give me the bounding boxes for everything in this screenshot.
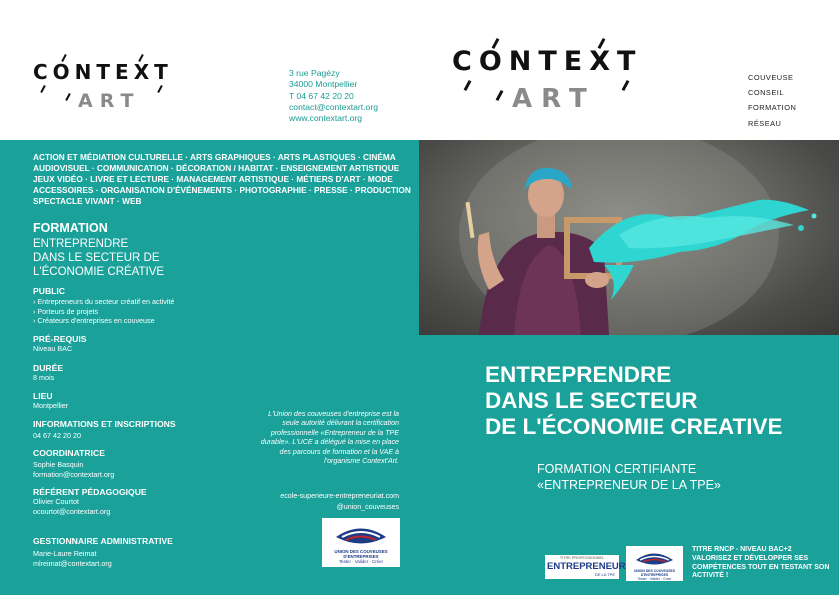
service-item: CONSEIL <box>748 88 784 98</box>
gestionnaire-label: GESTIONNAIRE ADMINISTRATIVE <box>33 536 173 546</box>
logo-line2: ART <box>78 90 141 112</box>
uce-logo-text <box>626 569 683 581</box>
referent-name: Olivier Courtot <box>33 497 79 506</box>
inscriptions-label: INFORMATIONS ET INSCRIPTIONS <box>33 419 176 429</box>
uce-twitter-link[interactable]: @union_couveuses <box>336 502 399 511</box>
uce-site-link[interactable]: ecole-superieure-entrepreneuriat.com <box>280 492 399 500</box>
address-city: 34000 Montpellier <box>289 79 358 90</box>
context-art-logo-small <box>33 52 173 112</box>
lieu-block <box>33 391 68 411</box>
duree-block <box>33 363 63 383</box>
contact-address <box>289 68 378 124</box>
referent-label: RÉFÉRENT PÉDAGOGIQUE <box>33 487 147 497</box>
address-website[interactable]: www.contextart.org <box>289 113 363 124</box>
service-item: FORMATION <box>748 103 797 113</box>
cert-line: «ENTREPRENEUR DE LA TPE» <box>537 477 721 492</box>
address-email[interactable]: contact@contextart.org <box>289 101 378 112</box>
uce-logo-line: D'ENTREPRISES <box>640 573 669 577</box>
coordinatrice-block <box>33 448 114 480</box>
gestionnaire-name: Marie-Laure Reimat <box>33 549 97 558</box>
badge-top-text: TITRE PROFESSIONNEL <box>559 556 605 560</box>
uce-logo-line: UNION DES COUVEUSES <box>334 549 388 554</box>
inscriptions-value: 04 67 42 20 20 <box>33 431 81 440</box>
public-item: › Créateurs d'entreprises en couveuse <box>33 316 155 326</box>
main-title-line: ENTREPRENDRE <box>485 362 672 387</box>
lieu-value: Montpellier <box>33 401 69 410</box>
inscriptions-block <box>33 419 176 441</box>
certifiante-subtitle <box>537 462 787 493</box>
formation-block <box>33 221 233 279</box>
address-phone: T 04 67 42 20 20 <box>289 90 354 101</box>
coordinatrice-email[interactable]: formation@contextart.org <box>33 470 115 479</box>
uce-logo-text <box>322 549 400 564</box>
logo-line2: ART <box>512 84 596 114</box>
main-title <box>485 362 825 440</box>
service-item: COUVEUSE <box>748 73 794 82</box>
eye-logo-icon <box>322 521 400 551</box>
uce-links <box>240 491 399 512</box>
uce-logo-line: D'ENTREPRISES <box>343 554 379 559</box>
uce-logo-card-small <box>626 546 683 581</box>
disciplines-list: ACTION ET MÉDIATION CULTURELLE · ARTS GRAPHIQUES · ARTS PLASTIQUES · CINÉMA AUDIOVISUEL · COMMUNICATION · DÉCORATION / HABITAT · ENSEIGNEMENT ARTISTIQUE JEUX VIDÉO · LIVRE ET LECTURE · MANAGEMENT ARTISTIQUE · MÉTIERS D'ART · MODE ACCESSOIRES · ORGANISATION D'ÉVÉNEMENTS · PHOTOGRAPHIE · PRESSE · PRODUCTION SPECTACLE VIVANT · WEB <box>33 152 411 206</box>
woman-painter-illustration <box>419 140 839 335</box>
cert-line: FORMATION CERTIFIANTE <box>537 462 697 476</box>
hero-photo <box>419 140 839 335</box>
duree-value: 8 mois <box>33 373 55 382</box>
uce-logo-card <box>322 518 400 567</box>
uce-logo-tagline: Tester · Valider · Créer <box>338 559 384 564</box>
formation-line: L'ÉCONOMIE CRÉATIVE <box>33 266 165 278</box>
prerequis-label: PRÉ-REQUIS <box>33 334 87 344</box>
gestionnaire-block <box>33 536 173 569</box>
entrepreneur-badge <box>545 555 626 579</box>
badge-sub-text: DE LA TPE <box>594 572 615 577</box>
rncp-note: TITRE RNCP - NIVEAU BAC+2 VALORISEZ ET DÉVELOPPER SES COMPÉTENCES TOUT EN TESTANT SON ACTIVITÉ ! <box>692 546 830 580</box>
eye-logo-icon <box>626 548 683 570</box>
gestionnaire-email[interactable]: mlreimat@contextart.org <box>33 559 112 568</box>
uce-description: L'Union des couveuses d'entreprise est la seule autorité délivrant la certification professionnelle «Entrepreneur de la TPE durable». L'UCE a délégué la mise en place des parcours de formation et la VAE à l'organisme Context'Art. <box>260 410 399 466</box>
main-title-line: DE L'ÉCONOMIE CREATIVE <box>485 414 783 439</box>
public-label: PUBLIC <box>33 286 65 296</box>
main-title-line: DANS LE SECTEUR <box>485 388 698 413</box>
formation-heading: FORMATION <box>33 221 108 235</box>
prerequis-value: Niveau BAC <box>33 344 73 353</box>
coordinatrice-label: COORDINATRICE <box>33 448 105 458</box>
address-street: 3 rue Pagézy <box>289 68 340 78</box>
coordinatrice-name: Sophie Basquin <box>33 460 84 469</box>
uce-logo-line: UNION DES COUVEUSES <box>633 569 676 573</box>
logo-line1: CONTEXT <box>452 46 643 77</box>
uce-logo-tagline: Tester · Valider · Créer <box>637 577 672 581</box>
duree-label: DURÉE <box>33 363 64 373</box>
prerequis-block <box>33 334 86 354</box>
badge-main-text: ENTREPRENEUR <box>547 561 626 572</box>
formation-line: DANS LE SECTEUR DE <box>33 252 160 264</box>
formation-line: ENTREPRENDRE <box>33 238 129 250</box>
logo-line1: CONTEXT <box>33 60 173 84</box>
lieu-label: LIEU <box>33 391 53 401</box>
public-item: › Entrepreneurs du secteur créatif en activité <box>33 297 175 306</box>
referent-block <box>33 487 147 517</box>
referent-email[interactable]: ocourtot@contextart.org <box>33 507 111 516</box>
context-art-logo-large <box>452 34 642 114</box>
public-item: › Porteurs de projets <box>33 306 99 316</box>
services-list <box>748 70 796 131</box>
public-block <box>33 286 253 326</box>
service-item: RÉSEAU <box>748 118 782 128</box>
